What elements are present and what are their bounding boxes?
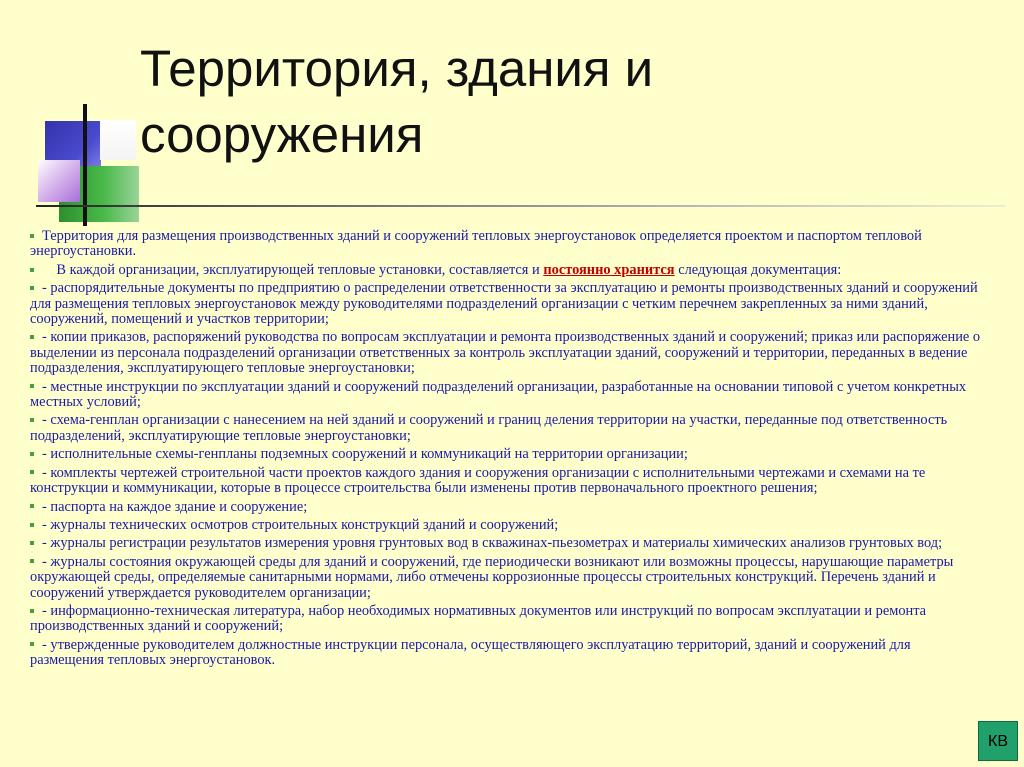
bullet-icon bbox=[30, 418, 34, 422]
list-item: - утвержденные руководителем должностные инструкции персонала, осуществляющего эксплуатацию территорий, зданий и сооружений для размещения тепловых энергоустановок. bbox=[30, 636, 911, 669]
bullet-icon bbox=[30, 286, 34, 290]
bullet-icon bbox=[30, 335, 34, 339]
decor-vertical-line bbox=[83, 104, 87, 226]
bullet-icon bbox=[30, 268, 34, 272]
list-item-intro: В каждой организации, эксплуатирующей тепловые установки, составляется и постоянно хранится следующая документация: bbox=[30, 263, 985, 278]
list-item: Территория для размещения производственных зданий и сооружений тепловых энергоустановок определяется проектом и паспортом тепловой энергоустановки. bbox=[30, 228, 922, 260]
bullet-icon bbox=[30, 504, 34, 508]
bullet-icon bbox=[30, 470, 34, 474]
title-divider bbox=[36, 205, 1006, 207]
bullet-icon bbox=[30, 541, 34, 545]
decor-violet-square bbox=[38, 160, 80, 202]
bullet-icon bbox=[30, 234, 34, 238]
bullet-icon bbox=[30, 642, 34, 646]
list-item: - журналы состояния окружающей среды для зданий и сооружений, где периодически возникают или возможны процессы, нарушающие параметры окружающей среды, определяемые санитарными нормами, либо отмечены коррозионные процессы строительных конструкций. Перечень зданий и сооружений утверждается руководителем организации; bbox=[30, 553, 954, 601]
list-item: - журналы регистрации результатов измерения уровня грунтовых вод в скважинах-пьезометрах и материалы химических анализов грунтовых вод; bbox=[30, 536, 985, 551]
list-item: - местные инструкции по эксплуатации зданий и сооружений подразделений организации, разработанные на основании типовой с учетом конкретных местных условий; bbox=[30, 378, 967, 411]
bullet-icon bbox=[30, 609, 34, 613]
list-item: - журналы технических осмотров строительных конструкций зданий и сооружений; bbox=[30, 518, 985, 533]
kb-badge-button[interactable]: КВ bbox=[978, 721, 1018, 761]
slide-content bbox=[30, 229, 985, 672]
bullet-icon bbox=[30, 384, 34, 388]
list-item: - копии приказов, распоряжений руководства по вопросам эксплуатации и ремонта производственных зданий и сооружений; приказ или распоряжение о выделении из персонала подразделений организации ответственных за контроль эксплуатации зданий, сооружений и территории, переданных в ведение подразделения, эксплуатирующего тепловые энергоустановки; bbox=[30, 329, 981, 377]
list-item: - информационно-техническая литература, набор необходимых нормативных документов или инструкций по вопросам эксплуатации и ремонта производственных зданий и сооружений; bbox=[30, 602, 927, 635]
bullet-icon bbox=[30, 523, 34, 527]
bullet-icon bbox=[30, 452, 34, 456]
list-item: - распорядительные документы по предприятию о распределении ответственности за эксплуатацию и ремонты производственных зданий и сооружений для размещения тепловых энергоустановок между руководителями подразделений организации с четким перечнем закрепленных за ними зданий, сооружений, помещений и участков территории; bbox=[30, 280, 978, 328]
list-item: - комплекты чертежей строительной части проектов каждого здания и сооружения организации с исполнительными чертежами и схемами на те конструкции и коммуникации, которые в процессе строительства были изменены против первоначального проектного решения; bbox=[30, 464, 926, 497]
list-item: - паспорта на каждое здание и сооружение; bbox=[30, 500, 985, 515]
slide-title: Территория, здания и сооружения bbox=[140, 40, 654, 163]
list-item: - исполнительные схемы-генпланы подземных сооружений и коммуникаций на территории организации; bbox=[30, 447, 985, 462]
bullet-icon bbox=[30, 559, 34, 563]
highlight-text: постоянно хранится bbox=[543, 261, 675, 278]
decor-white-square bbox=[100, 120, 136, 160]
list-item: - схема-генплан организации с нанесением на ней зданий и сооружений и границ деления территории на участки, переданные под ответственность подразделений, эксплуатирующие тепловые энергоустановки; bbox=[30, 412, 948, 444]
